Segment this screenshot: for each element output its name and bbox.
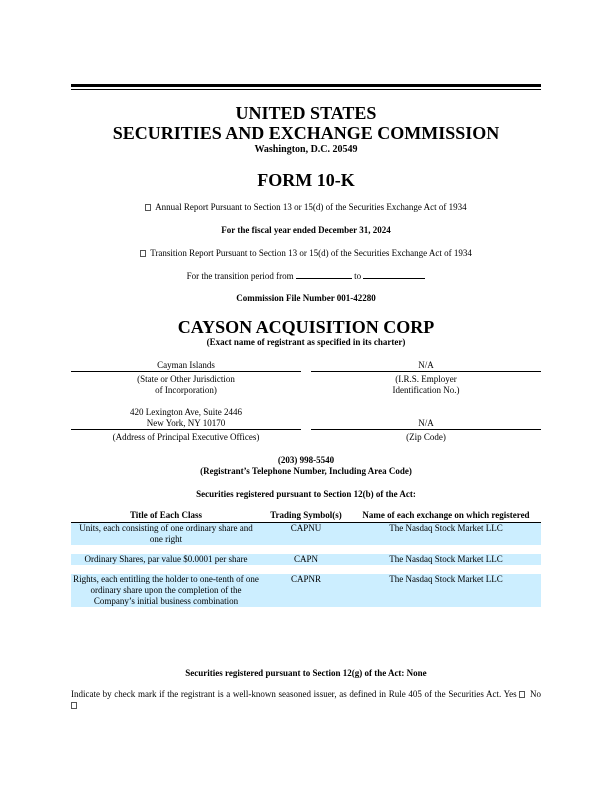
zip-caption: (Zip Code) xyxy=(406,432,446,442)
row-exchange: The Nasdaq Stock Market LLC xyxy=(351,574,541,607)
table-row xyxy=(71,523,541,546)
column-header-title: Title of Each Class xyxy=(71,510,261,523)
section-12g-heading: Securities registered pursuant to Section 12(g) of the Act: None xyxy=(185,668,427,678)
address-line-2: New York, NY 10170 xyxy=(146,418,226,428)
securities-12b-table xyxy=(71,510,541,607)
commission-file-number: Commission File Number 001-42280 xyxy=(236,293,376,303)
address-caption: (Address of Principal Executive Offices) xyxy=(112,432,260,442)
table-spacer xyxy=(71,565,541,574)
registrant-name: CAYSON ACQUISITION CORP xyxy=(177,317,435,337)
irs-id-value: N/A xyxy=(418,360,434,370)
row-exchange: The Nasdaq Stock Market LLC xyxy=(351,523,541,546)
row-title: Units, each consisting of one ordinary share and one right xyxy=(71,523,261,546)
row-title: Rights, each entitling the holder to one-tenth of one ordinary share upon the completion of the Company’s initial business combination xyxy=(71,574,261,607)
transition-period-to-blank[interactable] xyxy=(363,270,425,279)
wksi-yes-checkbox-icon[interactable] xyxy=(519,691,525,698)
registrant-name-caption: (Exact name of registrant as specified in its charter) xyxy=(206,337,406,347)
wksi-text: Indicate by check mark if the registrant is a well-known seasoned issuer, as defined in Rule 405 of the Securities Act. xyxy=(71,689,502,699)
table-spacer xyxy=(71,545,541,554)
annual-report-label: Annual Report Pursuant to Section 13 or 15(d) of the Securities Exchange Act of 1934 xyxy=(155,202,467,212)
row-title: Ordinary Shares, par value $0.0001 per share xyxy=(71,554,261,565)
irs-caption-2: Identification No.) xyxy=(392,385,460,395)
row-exchange: The Nasdaq Stock Market LLC xyxy=(351,554,541,565)
address-underline xyxy=(71,429,301,430)
wksi-paragraph xyxy=(71,689,541,711)
row-symbol: CAPNU xyxy=(261,523,351,546)
transition-period-to: to xyxy=(354,271,362,281)
irs-id-underline xyxy=(311,371,541,372)
form-title: FORM 10-K xyxy=(257,170,355,190)
zip-underline xyxy=(311,429,541,430)
wksi-yes-label: Yes xyxy=(503,689,517,699)
zip-value: N/A xyxy=(418,418,434,428)
address-line-1: 420 Lexington Ave, Suite 2446 xyxy=(129,407,243,417)
wksi-no-checkbox-icon[interactable] xyxy=(71,702,77,709)
transition-period-prefix: For the transition period from xyxy=(186,271,294,281)
header-line-2: SECURITIES AND EXCHANGE COMMISSION xyxy=(112,123,500,143)
transition-period-line xyxy=(71,270,541,282)
jurisdiction-value: Cayman Islands xyxy=(157,360,215,370)
column-header-symbol: Trading Symbol(s) xyxy=(261,510,351,523)
transition-report-line xyxy=(71,248,541,259)
transition-report-label: Transition Report Pursuant to Section 13 or 15(d) of the Securities Exchange Act of 1934 xyxy=(150,248,472,258)
row-symbol: CAPNR xyxy=(261,574,351,607)
transition-period-from-blank[interactable] xyxy=(296,270,352,279)
jurisdiction-caption-2: of Incorporation) xyxy=(155,385,217,395)
annual-report-checkbox-icon[interactable] xyxy=(145,204,151,211)
table-row xyxy=(71,554,541,565)
fiscal-year: For the fiscal year ended December 31, 2024 xyxy=(221,225,391,235)
phone-number: (203) 998-5540 xyxy=(277,455,335,465)
table-row xyxy=(71,574,541,607)
header-line-1: UNITED STATES xyxy=(235,103,377,123)
irs-caption-1: (I.R.S. Employer xyxy=(395,374,457,384)
table-header-row xyxy=(71,510,541,523)
header-city: Washington, D.C. 20549 xyxy=(254,144,358,155)
transition-report-checkbox-icon[interactable] xyxy=(140,250,146,257)
section-12b-heading: Securities registered pursuant to Section 12(b) of the Act: xyxy=(196,489,416,499)
jurisdiction-caption-1: (State or Other Jurisdiction xyxy=(137,374,235,384)
wksi-no-label: No xyxy=(530,689,542,699)
top-rule-thin xyxy=(71,89,541,90)
phone-caption: (Registrant’s Telephone Number, Including Area Code) xyxy=(200,466,412,476)
top-rule-thick xyxy=(71,84,541,87)
row-symbol: CAPN xyxy=(261,554,351,565)
column-header-exchange: Name of each exchange on which registered xyxy=(351,510,541,523)
annual-report-line xyxy=(71,202,541,213)
jurisdiction-underline xyxy=(71,371,301,372)
